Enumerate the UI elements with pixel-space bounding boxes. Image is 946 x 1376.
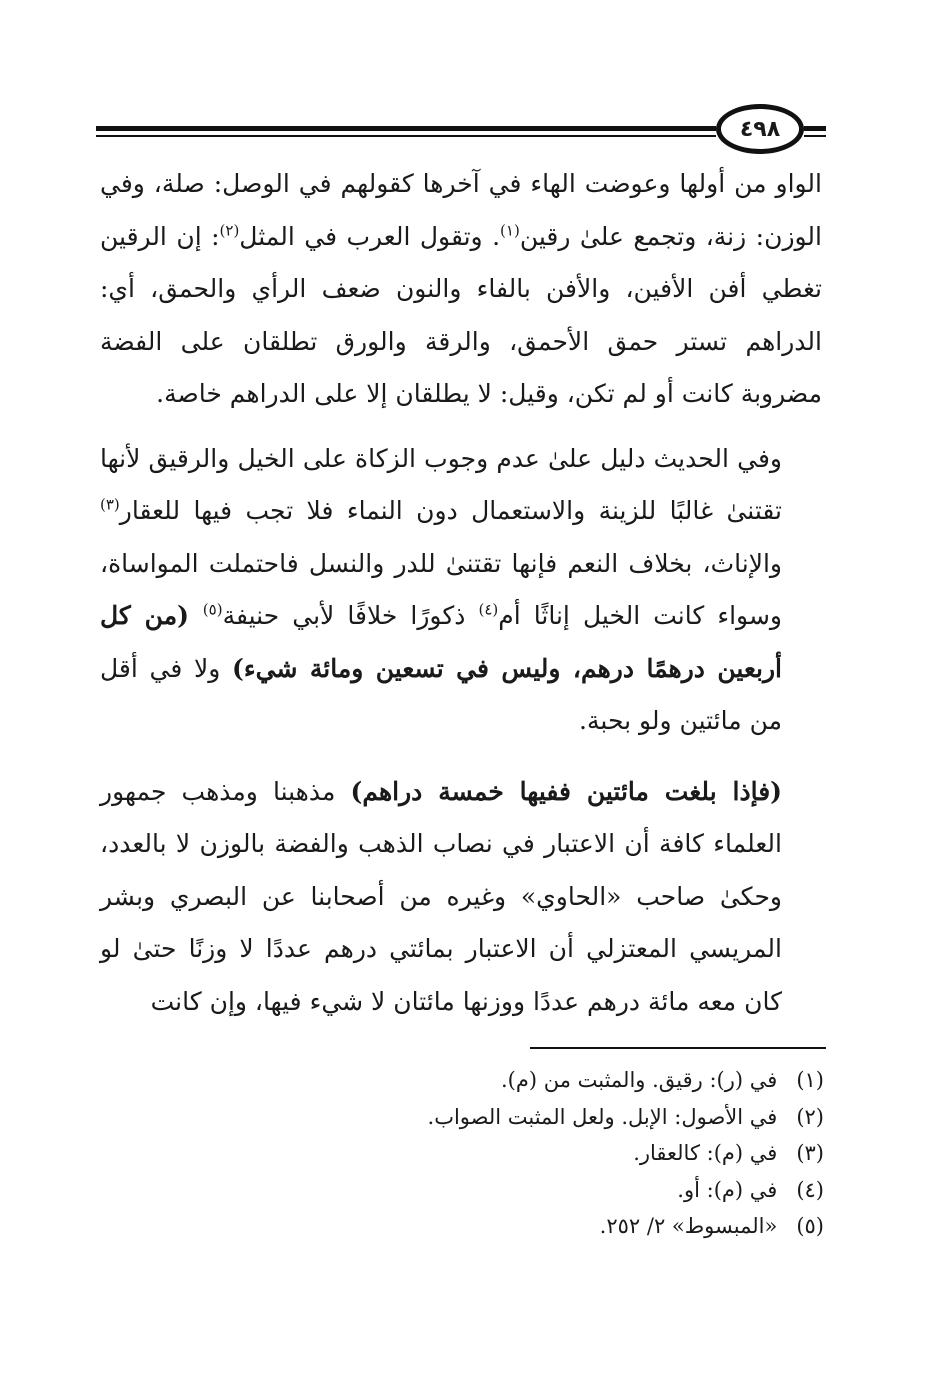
hadith-quote-bold-2: (فإذا بلغت مائتين ففيها خمسة دراهم) [350,776,783,806]
footnote-2: (٢) في الأصول: الإبل. ولعل المثبت الصواب. [427,1104,824,1129]
hadith-quote-bold: (من كل أربعين درهمًا درهم، وليس في تسعين ومائة شيء) [100,601,782,683]
header-rule-tail-thick [804,126,826,131]
footnote-1: (١) في (ر): رقيق. والمثبت من (م). [500,1068,824,1092]
footnote-ref-5[interactable]: (٥) [202,600,223,619]
footnote-3: (٣) في (م): كالعقار. [633,1141,824,1165]
footnote-ref-2[interactable]: (٢) [219,221,240,240]
footnote-ref-1[interactable]: (١) [500,221,520,240]
footnote-divider [530,1047,826,1049]
footnote-5: (٥) «المبسوط» ٢/ ٢٥٢. [599,1214,824,1238]
paragraph-2: وفي الحديث دليل علىٰ عدم وجوب الزكاة على الخيل والرقيق لأنها تقتنىٰ غالبًا للزينة والاستعمال دون النماء فلا تجب فيها للعقار$^{(٣)}$ والإناث، بخلاف النعم فإنها تقتنىٰ للدر والنسل فاحتملت المواساة، وسواء كانت الخيل إناثًا أم$^{(٤)}$ ذكورًا خلافًا لأبي حنيفة$^{(٥)}$ (من كل أربعين درهمًا درهم، وليس في تسعين ومائة شيء) ولا في أقل من مائتين ولو بحبة. [100,443,782,735]
main-text [100,158,822,1028]
paragraph-1: الواو من أولها وعوضت الهاء في آخرها كقولهم في الوصل: صلة، وفي الوزن: زنة، وتجمع علىٰ رقين$^{(١)}$. وتقول العرب في المثل$^{(٢)}$: إن الرقين تغطي أفن الأفين، والأفن بالفاء والنون ضعف الرأي والحمق، أي: الدراهم تستر حمق الأحمق، والرقة والورق تطلقان على الفضة مضروبة كانت أو لم تكن، وقيل: لا يطلقان إلا على الدراهم خاصة. [100,169,822,408]
footnote-4: (٤) في (م): أو. [677,1177,824,1202]
footnote-ref-3[interactable]: (٣) [100,495,120,514]
page-number: ٤٩٨ [716,104,804,154]
paragraph-3: (فإذا بلغت مائتين ففيها خمسة دراهم) مذهبنا ومذهب جمهور العلماء كافة أن الاعتبار في نصاب الذهب والفضة بالوزن لا بالعدد، وحكىٰ صاحب «الحاوي» وغيره من أصحابنا عن البصري وبشر المريسي المعتزلي أن الاعتبار بمائتي درهم عددًا لا وزنًا حتىٰ لو كان معه مائة درهم عددًا ووزنها مائتان لا شيء فيها، وإن كانت [100,776,783,1016]
header-rule-tail-thin [804,135,826,137]
header-rule-thin [96,135,716,137]
footnotes [224,1062,824,1245]
header-rule-thick [96,126,716,131]
footnote-ref-4[interactable]: (٤) [478,600,499,619]
page-header [96,104,826,154]
